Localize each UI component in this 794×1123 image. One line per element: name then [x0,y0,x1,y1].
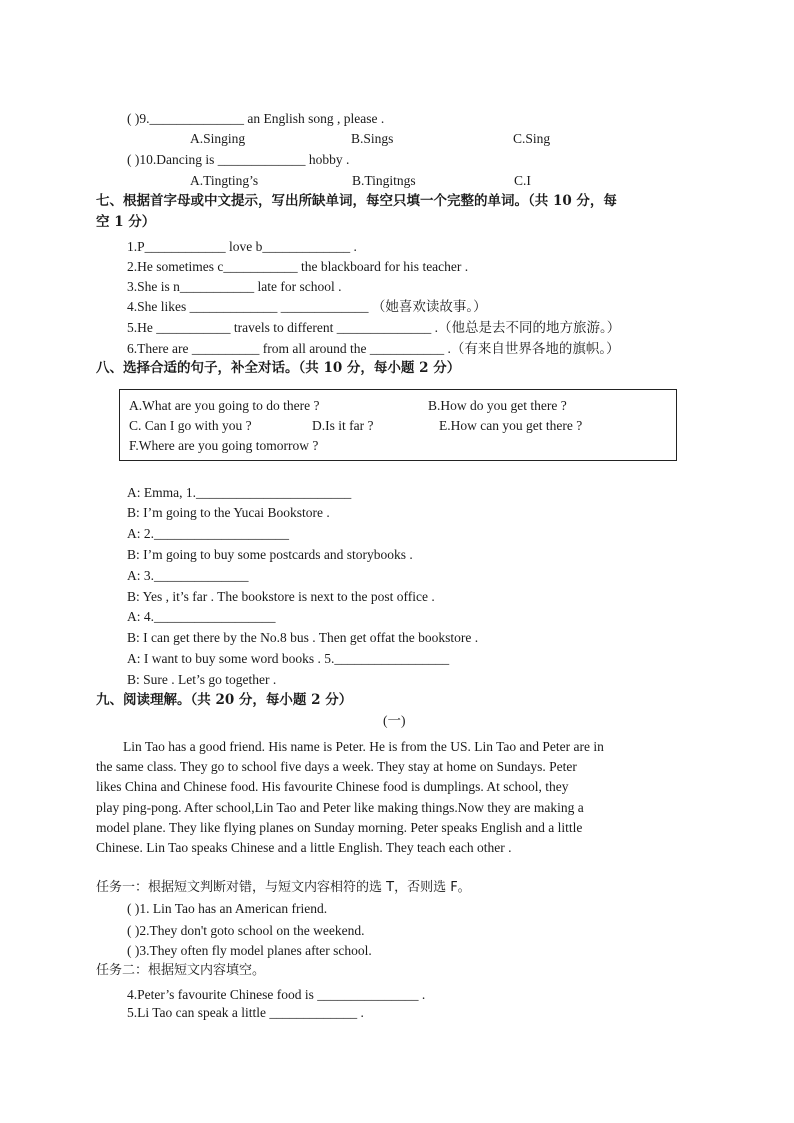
task-1-item-3: ( )3.They often fly model planes after school. [127,943,372,958]
q9-option-c: C.Sing [513,131,551,146]
passage-number: (一) [383,713,406,728]
reading-passage [96,737,701,858]
task-1-item-2: ( )2.They don't goto school on the weekend. [127,923,365,938]
q10-option-a: A.Tingting’s [190,173,259,188]
dialog-line-3: A: 2.____________________ [127,526,289,541]
q10-option-b: B.Tingitngs [352,173,416,188]
question-10: ( )10.Dancing is _____________ hobby . [127,152,350,167]
task-1-title: 任务一：根据短文判断对错，与短文内容相符的选 T，否则选 F。 [96,880,471,895]
option-d: D.Is it far ? [312,418,374,433]
dialog-line-9: A: I want to buy some word books . 5._________________ [127,651,450,666]
task-2-item-4: 4.Peter’s favourite Chinese food is _______________ . [127,987,426,1002]
task-2-item-5: 5.Li Tao can speak a little _____________ . [127,1005,364,1020]
s7-item-5: 5.He ___________ travels to different ______________ .（他总是去不同的地方旅游。） [127,320,621,335]
q9-option-a: A.Singing [190,131,246,146]
option-f: F.Where are you going tomorrow ? [129,438,319,453]
option-c: C. Can I go with you ? [129,418,252,433]
task-1-item-1: ( )1. Lin Tao has an American friend. [127,901,328,916]
passage-line: likes China and Chinese food. His favourite Chinese food is dumplings. At school, they [96,779,569,795]
section-7-title: 七、根据首字母或中文提示，写出所缺单词，每空只填一个完整的单词。（共 10 分，每 [96,193,617,209]
task-2-title: 任务二：根据短文内容填空。 [96,963,266,978]
q9-option-b: B.Sings [351,131,394,146]
dialog-line-10: B: Sure . Let’s go together . [127,672,277,687]
dialog-line-5: A: 3.______________ [127,568,249,583]
passage-line: play ping-pong. After school,Lin Tao and Peter like making things.Now they are making a [96,799,584,815]
dialog-line-8: B: I can get there by the No.8 bus . Then get offat the bookstore . [127,630,479,645]
s7-item-6: 6.There are __________ from all around the ___________ .（有来自世界各地的旗帜。） [127,341,620,356]
dialog-line-7: A: 4.__________________ [127,609,276,624]
passage-line: the same class. They go to school five days a week. They stay at home on Sundays. Peter [96,759,577,775]
dialog-line-1: A: Emma, 1._______________________ [127,485,352,500]
dialog-line-2: B: I’m going to the Yucai Bookstore . [127,505,330,520]
option-b: B.How do you get there ? [428,398,567,413]
question-9: ( )9.______________ an English song , please . [127,111,385,126]
option-e: E.How can you get there ? [439,418,583,433]
section-8-title: 八、选择合适的句子，补全对话。（共 10 分，每小题 2 分） [96,360,461,376]
s7-item-4: 4.She likes _____________ _____________ （她喜欢读故事。） [127,299,487,314]
s7-item-2: 2.He sometimes c___________ the blackboard for his teacher . [127,259,469,274]
section-9-title: 九、阅读理解。（共 20 分，每小题 2 分） [96,692,353,708]
passage-line: model plane. They like flying planes on Sunday morning. Peter speaks English and a little [96,819,583,835]
dialog-line-4: B: I’m going to buy some postcards and storybooks . [127,547,413,562]
dialog-line-6: B: Yes , it’s far . The bookstore is next to the post office . [127,589,435,604]
q10-option-c: C.I [514,173,531,188]
option-a: A.What are you going to do there ? [129,398,320,413]
passage-line: Chinese. Lin Tao speaks Chinese and a little English. They teach each other . [96,840,512,856]
s7-item-1: 1.P____________ love b_____________ . [127,239,357,254]
passage-line: Lin Tao has a good friend. His name is Peter. He is from the US. Lin Tao and Peter are in [123,739,604,754]
s7-item-3: 3.She is n___________ late for school . [127,279,342,294]
section-7-title-cont: 空 1 分） [96,214,156,230]
